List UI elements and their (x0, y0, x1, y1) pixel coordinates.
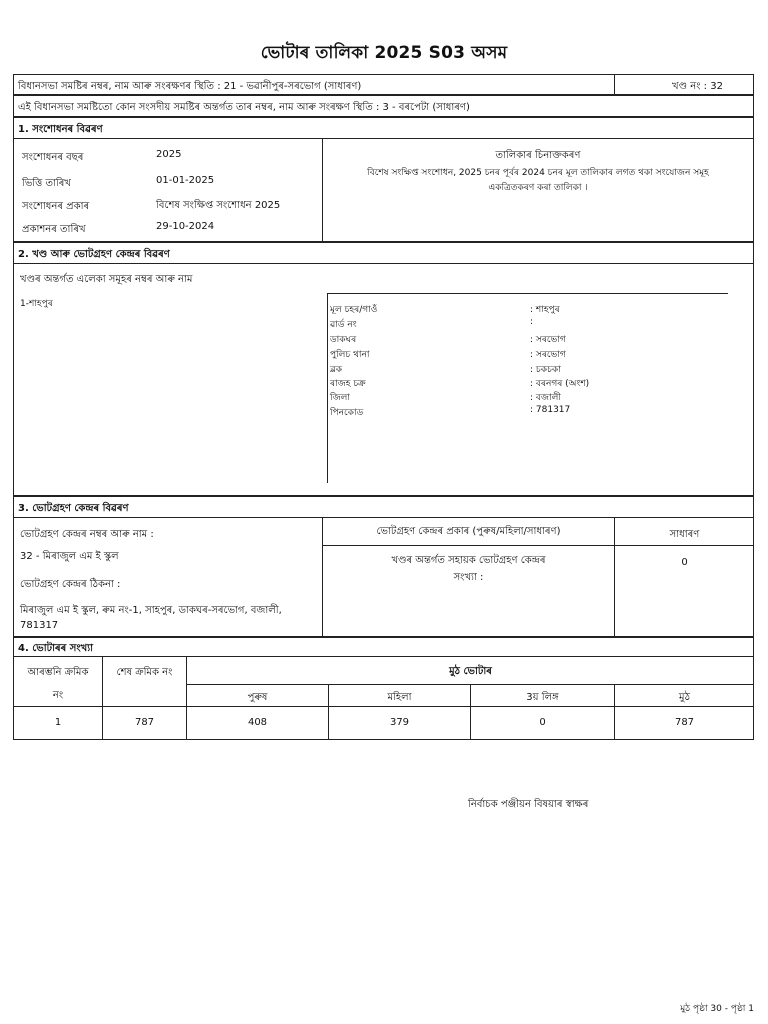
detail-value-revenue-circle: : বৰনগৰ (অংশ) (530, 379, 590, 389)
station-address-line-2: 781317 (20, 620, 59, 631)
station-address-label: ভোটগ্ৰহণ কেন্দ্ৰৰ ঠিকনা : (20, 579, 121, 590)
assembly-info: বিধানসভা সমষ্টিৰ নম্বৰ, নাম আৰু সংৰক্ষণৰ স্থিতি : 21 - ভৱানীপুৰ-সৰভোগ (সাধাৰণ) (18, 81, 362, 92)
station-heading: 3. ভোটগ্ৰহণ কেন্দ্ৰৰ বিৱৰণ (18, 503, 129, 514)
detail-label-post-office: ডাকঘৰ (330, 335, 357, 345)
start-serial-header-2: নং (52, 690, 64, 701)
auxiliary-label-1: খণ্ডৰ অন্তৰ্গত সহায়ক ভোটগ্ৰহণ কেন্দ্ৰৰ (391, 555, 546, 566)
third-gender-header: 3য় লিঙ্গ (526, 692, 559, 703)
auxiliary-count: 0 (681, 557, 688, 568)
start-serial-header-1: আৰম্ভনি ক্ৰমিক (27, 667, 89, 678)
start-serial-value: 1 (54, 717, 62, 728)
area-item: 1-শাহপুৰ (20, 299, 53, 309)
detail-value-pincode: : 781317 (530, 405, 571, 415)
areas-label: খণ্ডৰ অন্তৰ্গত এলেকা সমূহৰ নম্বৰ আৰু নাম (20, 274, 193, 285)
revision-type-value: বিশেষ সংক্ষিপ্ত সংশোধন 2025 (156, 200, 281, 211)
female-header: মহিলা (387, 692, 412, 703)
part-number: খণ্ড নং : 32 (672, 81, 723, 92)
roll-identification-heading: তালিকাৰ চিনাক্তকৰণ (495, 150, 581, 161)
publication-date-label: প্ৰকাশনৰ তাৰিখ (22, 224, 86, 235)
female-count: 379 (389, 717, 410, 728)
station-number-name-label: ভোটগ্ৰহণ কেন্দ্ৰৰ নম্বৰ আৰু নাম : (20, 529, 154, 540)
publication-date-value: 29-10-2024 (156, 221, 215, 232)
station-address-line-1: মিৰাজুল এম ই স্কুল, ৰুম নং-1, সাহপুৰ, ডাকঘৰ-সৰভোগ, বজালী, (20, 605, 282, 616)
roll-identification-text-2: একত্ৰিতকৰণ কৰা তালিকা । (488, 183, 588, 193)
detail-value-ward: : (530, 317, 534, 327)
electors-heading: 4. ভোটাৰৰ সংখ্যা (18, 643, 94, 654)
detail-value-police-station: : সৰভোগ (530, 350, 566, 360)
total-header: মুঠ (679, 692, 690, 703)
station-type-label: ভোটগ্ৰহণ কেন্দ্ৰৰ প্ৰকাৰ (পুৰুষ/মহিলা/সাধাৰণ) (376, 526, 561, 537)
qualifying-date-label: ভিত্তি তাৰিখ (22, 178, 71, 189)
male-count: 408 (247, 717, 268, 728)
detail-label-town: মূল চহৰ/গাওঁ (330, 305, 378, 315)
station-type-value: সাধাৰণ (669, 529, 700, 540)
revision-heading: 1. সংশোধনৰ বিৱৰণ (18, 124, 103, 135)
third-gender-count: 0 (539, 717, 546, 728)
page-footer: মুঠ পৃষ্ঠা 30 - পৃষ্ঠা 1 (680, 1004, 754, 1014)
detail-label-revenue-circle: ৰাজহ চক্ৰ (330, 379, 366, 389)
detail-value-post-office: : সৰভোগ (530, 335, 566, 345)
revision-type-label: সংশোধনৰ প্ৰকাৰ (22, 201, 90, 212)
detail-label-ward: ৱাৰ্ড নং (330, 320, 357, 330)
detail-label-pincode: পিনকোড (330, 408, 364, 418)
part-heading: 2. খণ্ড আৰু ভোটগ্ৰহণ কেন্দ্ৰৰ বিৱৰণ (18, 249, 170, 260)
parliament-info: এই বিধানসভা সমষ্টিতো কোন সংসদীয় সমষ্টিৰ অন্তৰ্গত তাৰ নম্বৰ, নাম আৰু সংৰক্ষণ স্থিতি : 3 - বৰপেটা (সাধাৰণ) (18, 102, 470, 113)
net-electors-header: মুঠ ভোটাৰ (449, 666, 492, 677)
auxiliary-label-2: সংখ্যা : (453, 572, 484, 583)
end-serial-header: শেষ ক্ৰমিক নং (116, 667, 173, 678)
signature-label: নিৰ্বাচক পঞ্জীয়ন বিষয়াৰ স্বাক্ষৰ (468, 799, 589, 810)
page-title: ভোটাৰ তালিকা 2025 S03 অসম (260, 43, 508, 63)
revision-year-value: 2025 (156, 149, 182, 160)
qualifying-date-value: 01-01-2025 (156, 175, 215, 186)
roll-identification-text-1: বিশেষ সংক্ষিপ্ত সংশোধন, 2025 চনৰ পূৰ্বৰ 2024 চনৰ মূল তালিকাৰ লগত থকা সংযোজন সমূহ (367, 168, 709, 178)
detail-value-town: : শাহপুৰ (530, 305, 560, 315)
total-count: 787 (674, 717, 695, 728)
detail-value-block: : চকচকা (530, 365, 561, 375)
male-header: পুৰুষ (247, 692, 268, 703)
station-number-name-value: 32 - মিৰাজুল এম ই স্কুল (20, 551, 119, 562)
detail-label-block: ব্লক (330, 365, 343, 375)
detail-label-district: জিলা (330, 393, 350, 403)
revision-year-label: সংশোধনৰ বছৰ (22, 152, 84, 163)
end-serial-value: 787 (134, 717, 155, 728)
detail-value-district: : বজালী (530, 393, 561, 403)
detail-label-police-station: পুলিচ থানা (330, 350, 370, 360)
